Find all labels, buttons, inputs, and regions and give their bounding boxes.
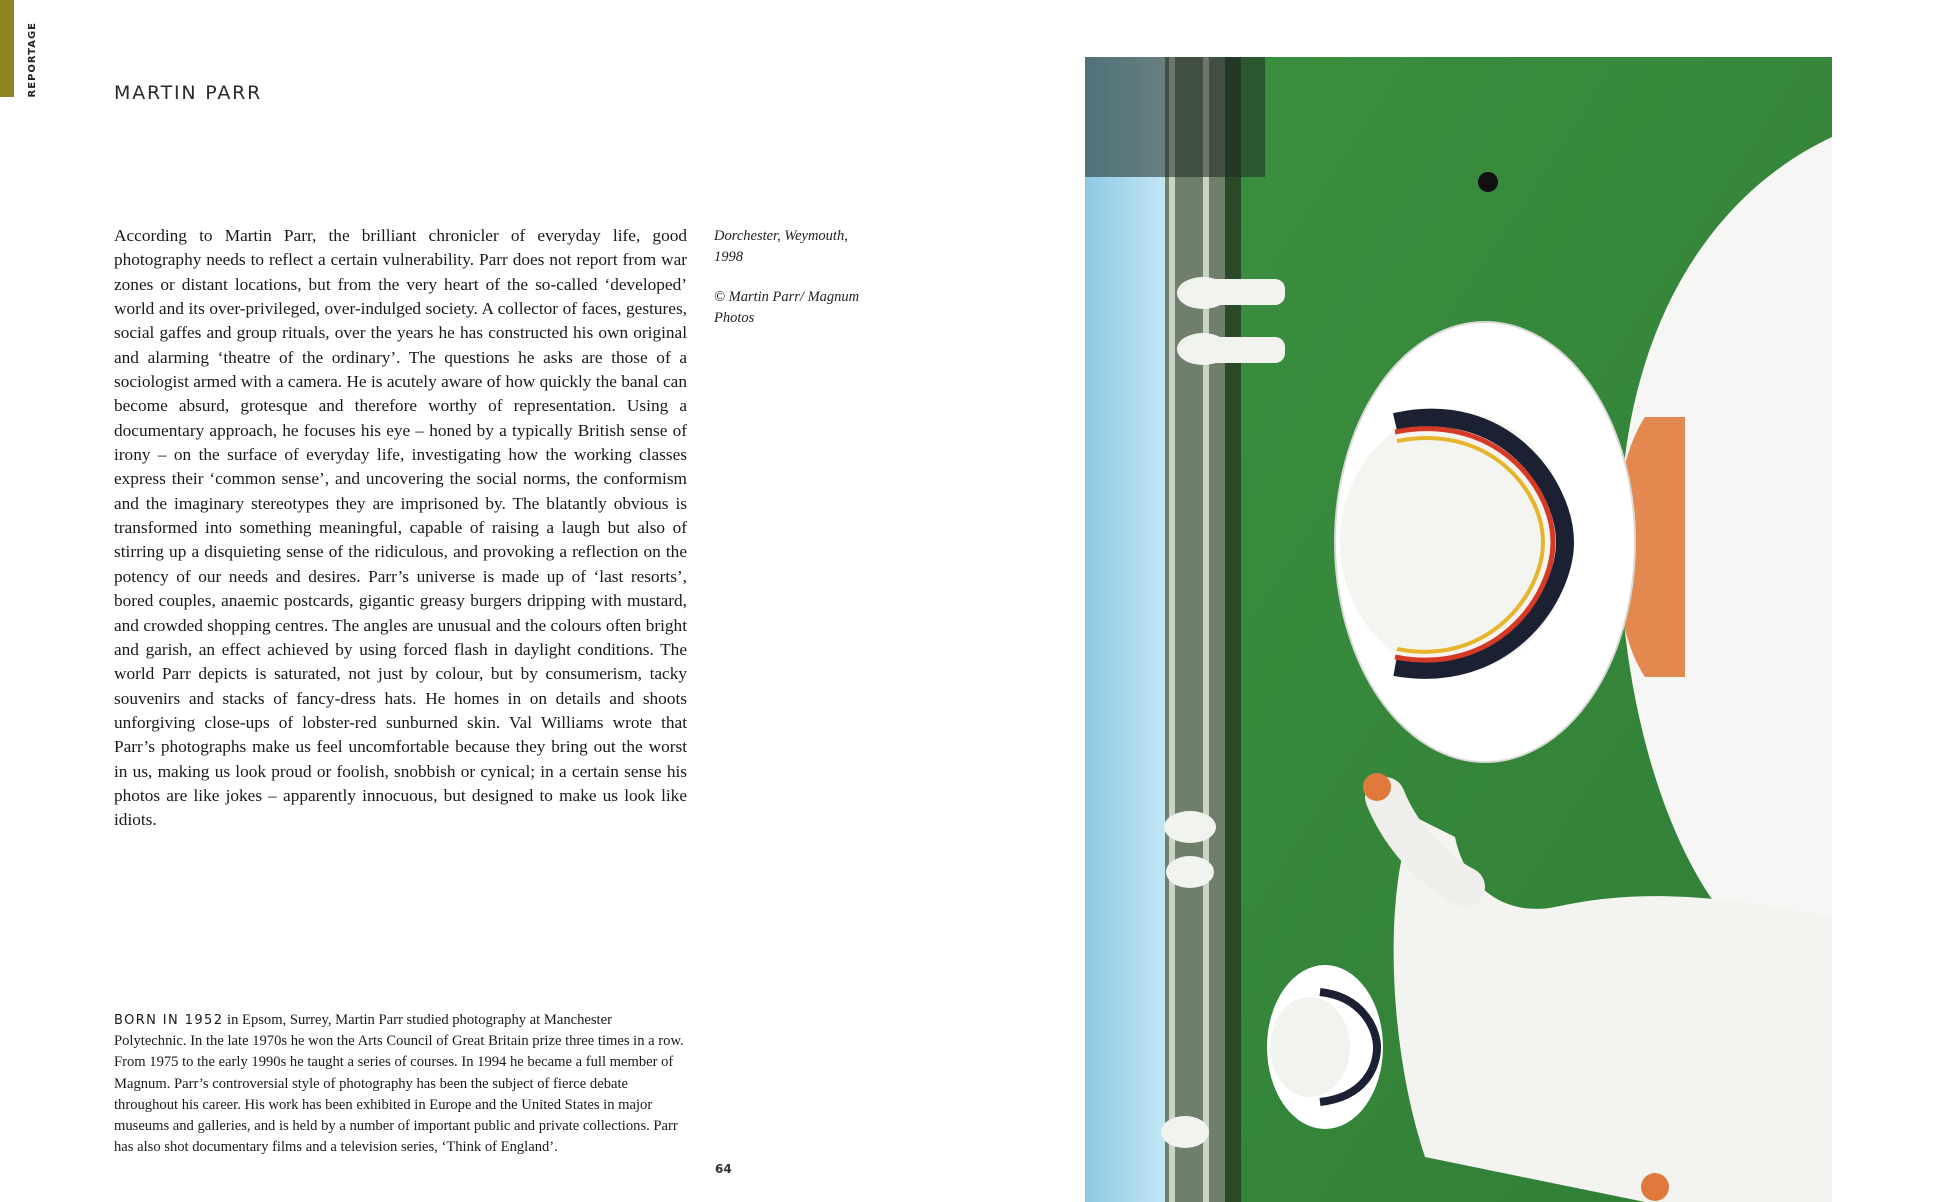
- sky-strip: [1085, 57, 1165, 1202]
- section-color-tab: [0, 0, 14, 97]
- biography-lead: BORN IN 1952: [114, 1013, 224, 1028]
- biography-text: in Epsom, Surrey, Martin Parr studied photography at Manchester Polytechnic. In the late 1970s he won the Arts Council of Great Britain prize three times in a row. From 1975 to the early 1990s he taught a series of courses. In 1994 he became a full member of Magnum. Parr’s controversial style of photography has been the subject of fierce debate throughout his career. His work has been exhibited in Europe and the United States in major museums and galleries, and is held by a number of important public and private collections. Parr has also shot documentary films and a television series, ‘Think of England’.: [114, 1012, 684, 1156]
- biography: [114, 1010, 687, 1158]
- section-label: REPORTAGE: [27, 22, 38, 98]
- white-hat: [1335, 322, 1635, 762]
- article-body: According to Martin Parr, the brilliant chronicler of everyday life, good photography needs to reflect a certain vulnerability. Parr does not report from war zones or distant locations, but from the very heart of the so-called ‘developed’ world and its over-privileged, over-indulged society. A collector of faces, gestures, social gaffes and group rituals, over the years he has constructed his own original and alarming ‘theatre of the ordinary’. The questions he asks are those of a sociologist armed with a camera. He is acutely aware of how quickly the banal can become absurd, grotesque and therefore worthy of representation. Using a documentary approach, he focuses his eye – honed by a typically British sense of irony – on the surface of everyday life, investigating how the working classes express their ‘common sense’, and uncovering the social norms, the conformism and the imaginary stereotypes they are imprisoned by. The blatantly obvious is transformed into something meaningful, capable of raising a laugh but also of stirring up a disquieting sense of the ridiculous, and provoking a reflection on the potency of our needs and desires. Parr’s universe is made up of ‘last resorts’, bored couples, anaemic postcards, gigantic greasy burgers dripping with mustard, and crowded shopping centres. The angles are unusual and the colours often bright and garish, an effect achieved by using forced flash in daylight conditions. The world Parr depicts is saturated, not just by colour, but by consumerism, tacky souvenirs and stacks of fancy-dress hats. He homes in on details and shoots unforgiving close-ups of lobster-red sunburned skin. Val Williams wrote that Parr’s photographs make us feel uncomfortable because they bring out the worst in us, making us look proud or foolish, snobbish or cynical; in a certain sense his photos are like jokes – apparently innocuous, but designed to make us look like idiots.: [114, 226, 687, 830]
- small-white-hat: [1267, 965, 1383, 1129]
- article-title: MARTIN PARR: [114, 82, 263, 104]
- photo-caption-credit: © Martin Parr/ Magnum Photos: [714, 289, 860, 326]
- photo-caption: [714, 226, 874, 348]
- photo-caption-title: Dorchester, Weymouth, 1998: [714, 228, 848, 265]
- page-number: 64: [715, 1162, 732, 1176]
- photograph-illustration: [1085, 57, 1832, 1202]
- photograph: [1085, 57, 1832, 1202]
- jack-ball: [1478, 172, 1498, 192]
